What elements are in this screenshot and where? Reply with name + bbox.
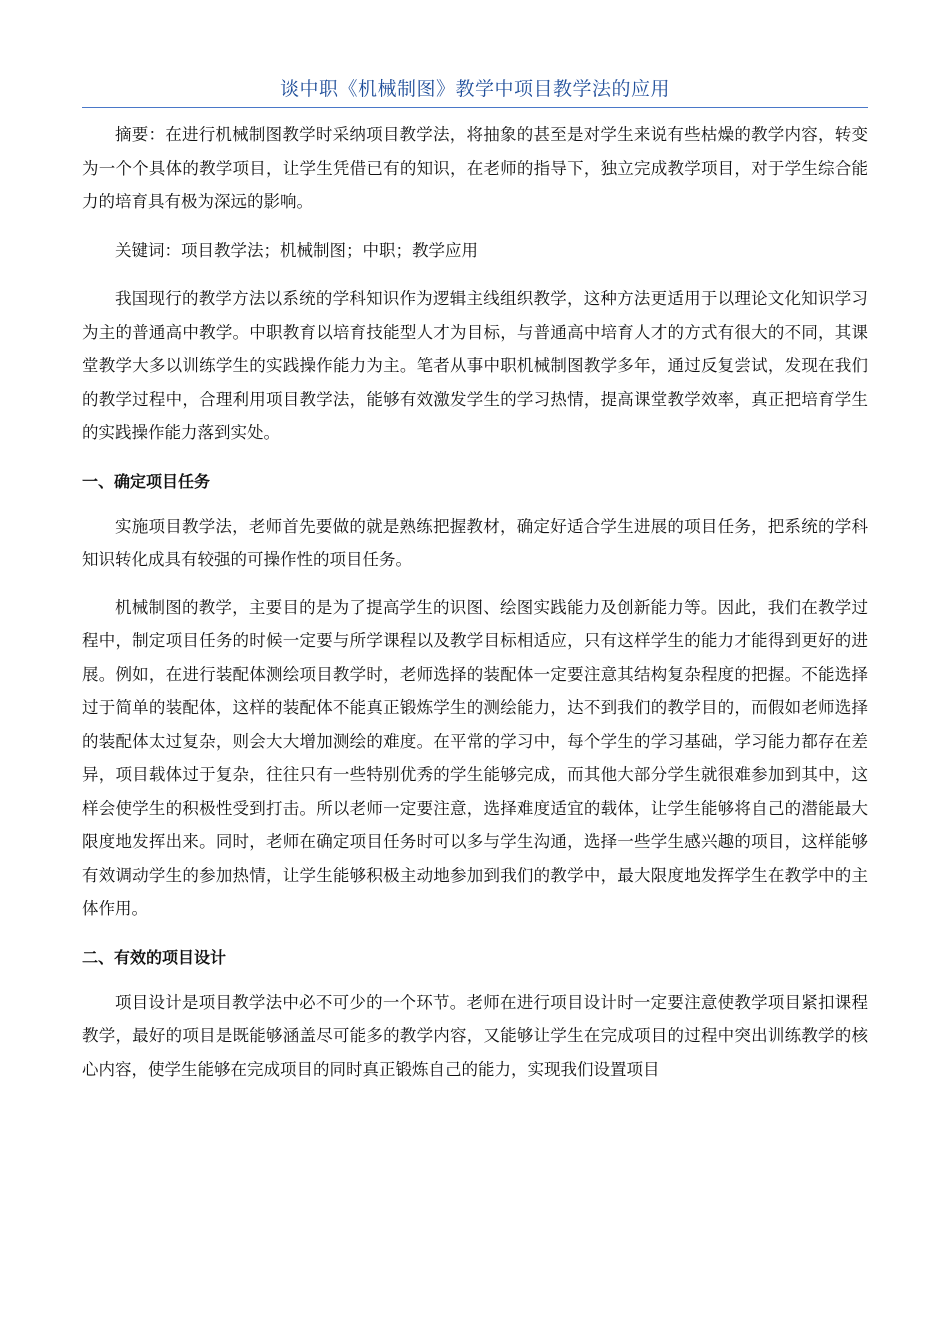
body-paragraph: 机械制图的教学，主要目的是为了提高学生的识图、绘图实践能力及创新能力等。因此，我们在教学过程中，制定项目任务的时候一定要与所学课程以及教学目标相适应，只有这样学生的能力才能得到更好的进展。例如，在进行装配体测绘项目教学时，老师选择的装配体一定要注意其结构复杂程度的把握。不能选择过于简单的装配体，这样的装配体不能真正锻炼学生的测绘能力，达不到我们的教学目的，而假如老师选择的装配体太过复杂，则会大大增加测绘的难度。在平常的学习中，每个学生的学习基础，学习能力都存在差异，项目载体过于复杂，往往只有一些特别优秀的学生能够完成，而其他大部分学生就很难参加到其中，这样会使学生的积极性受到打击。所以老师一定要注意，选择难度适宜的载体，让学生能够将自己的潜能最大限度地发挥出来。同时，老师在确定项目任务时可以多与学生沟通，选择一些学生感兴趣的项目，这样能够有效调动学生的参加热情，让学生能够积极主动地参加到我们的教学中，最大限度地发挥学生在教学中的主体作用。 xyxy=(82,597,868,918)
document-title: 谈中职《机械制图》教学中项目教学法的应用 xyxy=(82,74,868,108)
document-page xyxy=(82,74,868,1086)
body-paragraph: 项目设计是项目教学法中必不可少的一个环节。老师在进行项目设计时一定要注意使教学项目紧扣课程教学，最好的项目是既能够涵盖尽可能多的教学内容，又能够让学生在完成项目的过程中突出训练教学的核心内容，使学生能够在完成项目的同时真正锻炼自己的能力，实现我们设置项目 xyxy=(82,992,868,1079)
abstract-paragraph: 摘要：在进行机械制图教学时采纳项目教学法，将抽象的甚至是对学生来说有些枯燥的教学内容，转变为一个个具体的教学项目，让学生凭借已有的知识，在老师的指导下，独立完成教学项目，对于学生综合能力的培育具有极为深远的影响。 xyxy=(82,125,868,211)
keywords-paragraph: 关键词：项目教学法；机械制图；中职；教学应用 xyxy=(115,240,478,260)
body-paragraph: 实施项目教学法，老师首先要做的就是熟练把握教材，确定好适合学生进展的项目任务，把系统的学科知识转化成具有较强的可操作性的项目任务。 xyxy=(82,516,868,569)
section-heading: 二、有效的项目设计 xyxy=(82,947,227,967)
section-2 xyxy=(82,944,868,1087)
section-1 xyxy=(82,468,868,926)
intro-paragraph: 我国现行的教学方法以系统的学科知识作为逻辑主线组织教学，这种方法更适用于以理论文化知识学习为主的普通高中教学。中职教育以培育技能型人才为目标，与普通高中培育人才的方式有很大的不同，其课堂教学大多以训练学生的实践操作能力为主。笔者从事中职机械制图教学多年，通过反复尝试，发现在我们的教学过程中，合理利用项目教学法，能够有效激发学生的学习热情，提高课堂教学效率，真正把培育学生的实践操作能力落到实处。 xyxy=(82,289,868,442)
section-heading: 一、确定项目任务 xyxy=(82,471,211,491)
